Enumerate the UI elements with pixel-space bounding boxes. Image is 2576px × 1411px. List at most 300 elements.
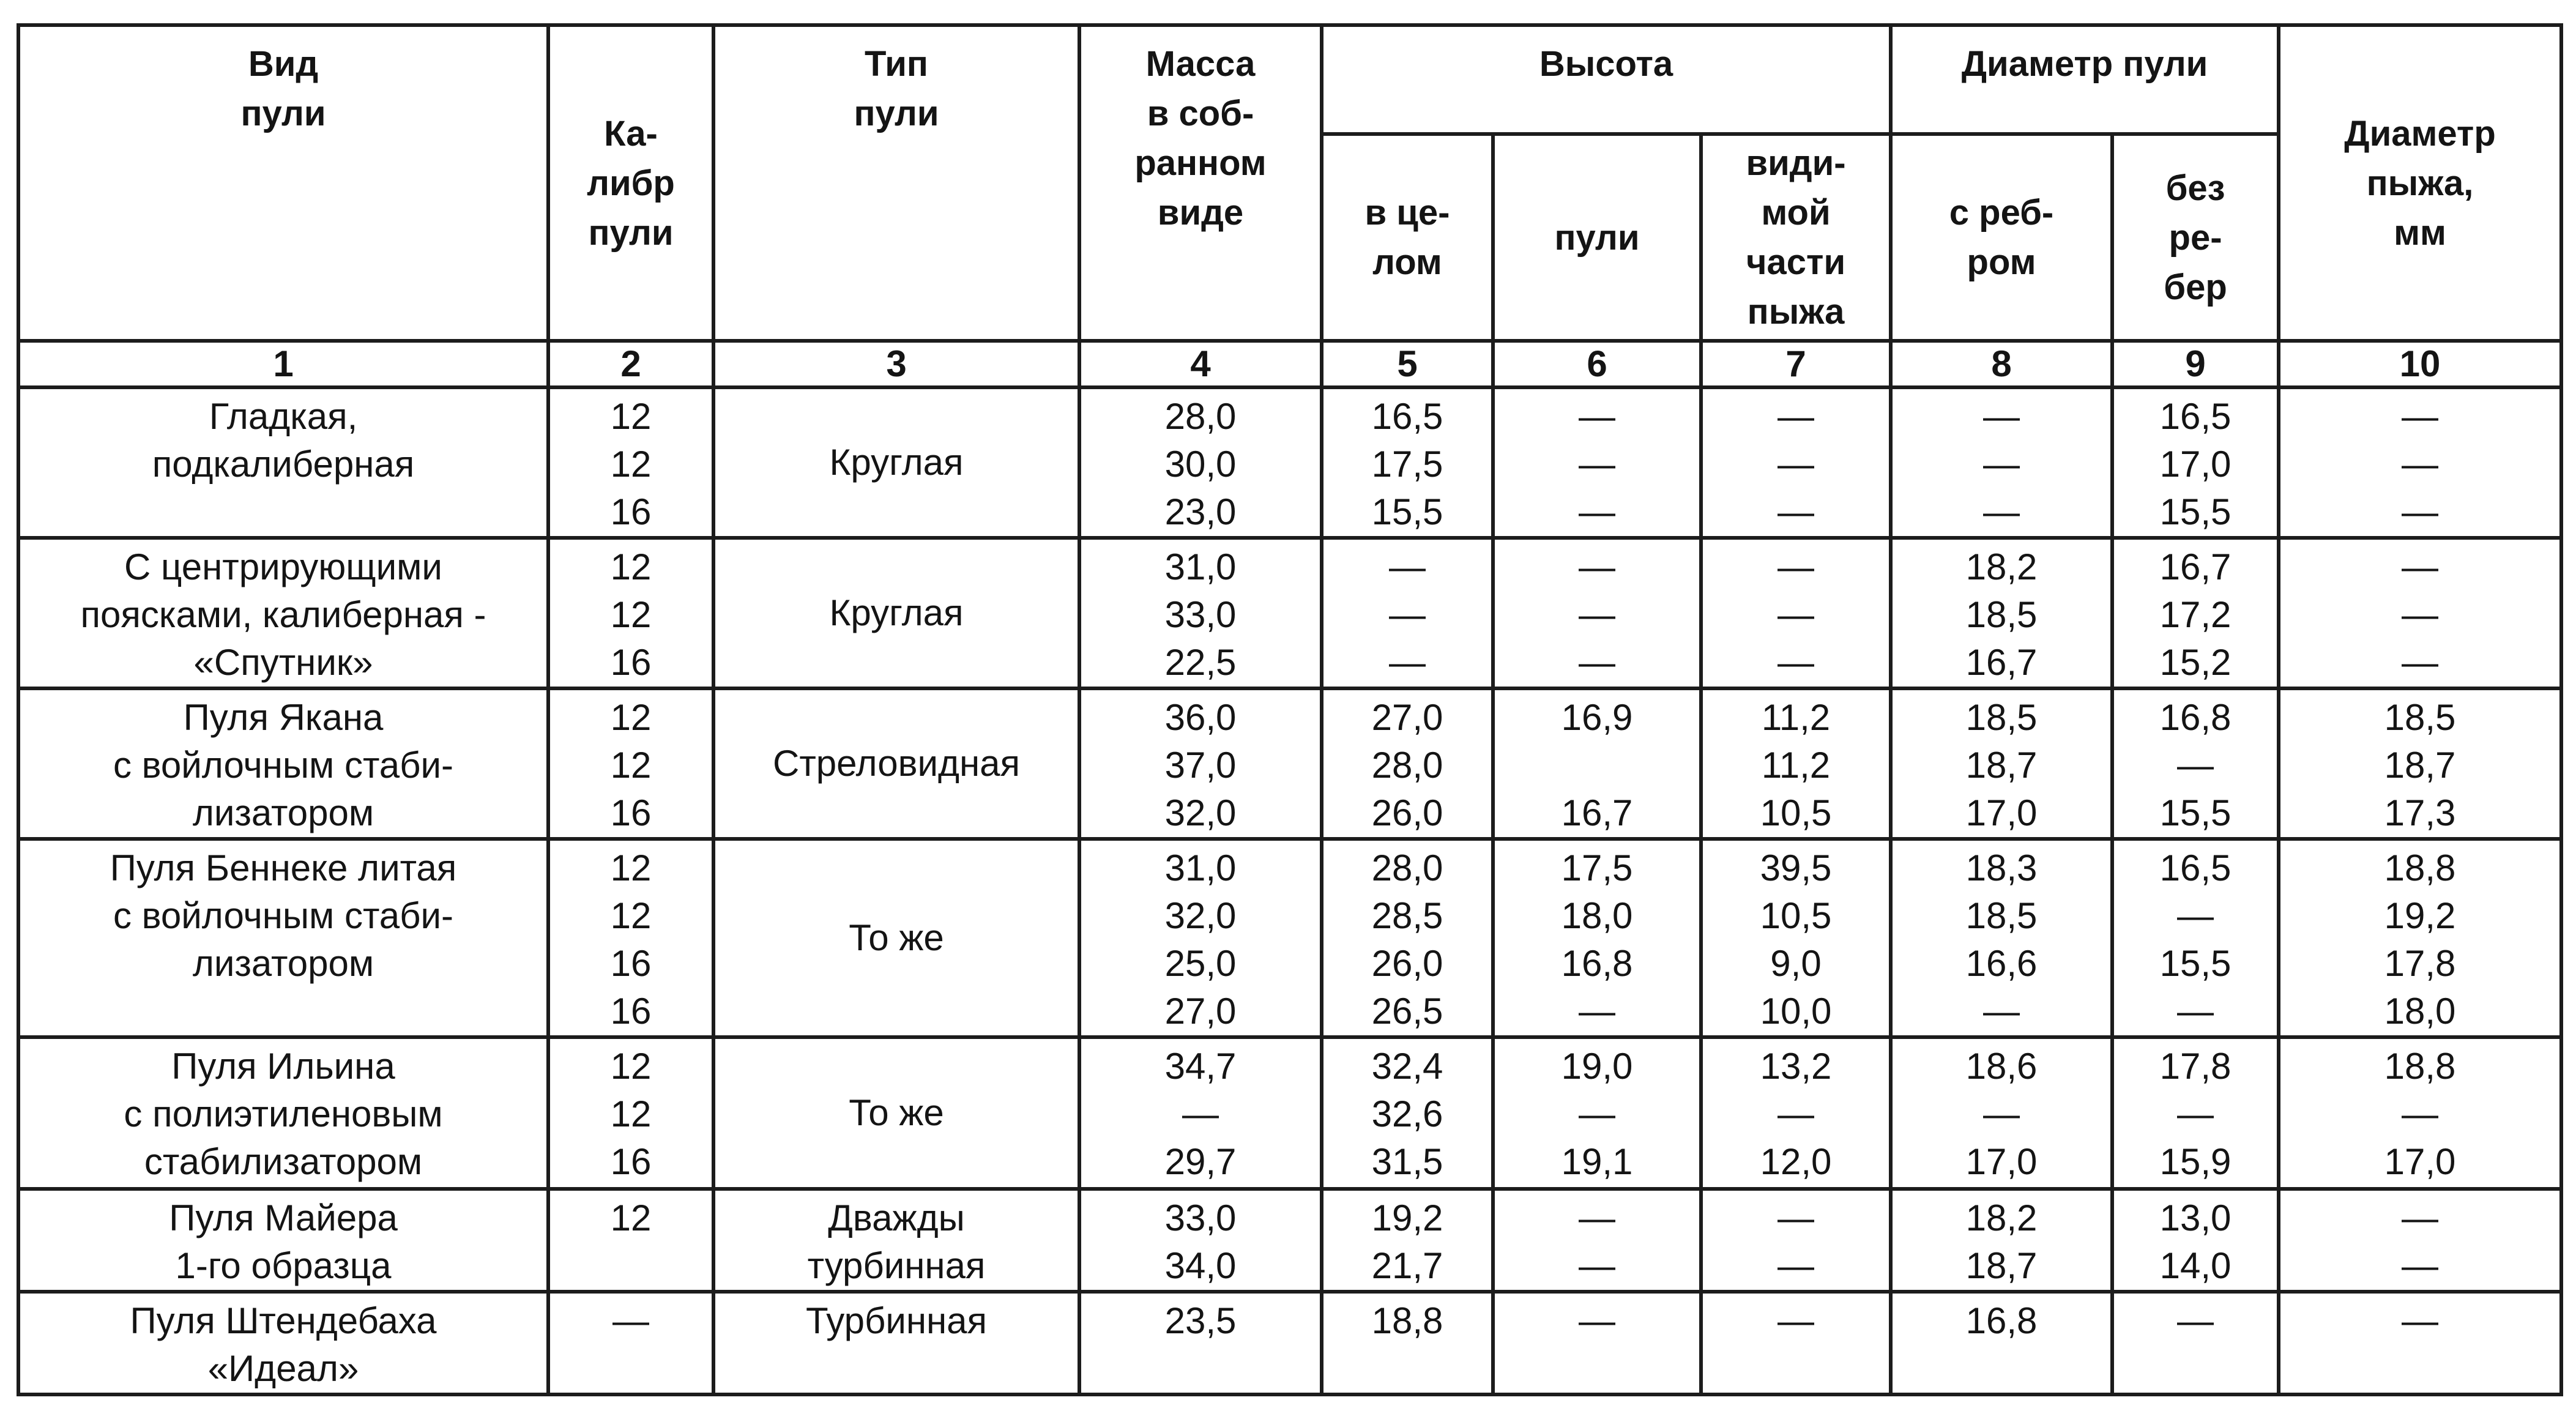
cell-mass — [1079, 688, 1322, 839]
cell-diameter-wad — [2279, 688, 2561, 839]
cell-value: — — [2402, 396, 2439, 437]
header-diametr-puli — [1891, 25, 2279, 134]
header-diametr-bez-reber — [2112, 134, 2279, 341]
cell-diameter-wad — [2279, 1292, 2561, 1394]
text-line: стабилизатором — [144, 1141, 423, 1182]
cell-value: — — [1983, 491, 2020, 532]
cell-value: 27,0 — [1371, 697, 1443, 738]
cell-value: 19,0 — [1561, 1046, 1633, 1087]
cell-caliber — [548, 839, 713, 1037]
text-line: Вид — [248, 44, 319, 84]
text-line: турбинная — [807, 1245, 986, 1286]
cell-mass — [1079, 839, 1322, 1037]
text-line: лом — [1372, 242, 1442, 282]
column-number-2: 2 — [548, 341, 713, 387]
header-row-1 — [18, 25, 2561, 134]
cell-value: 12 — [610, 1093, 652, 1134]
cell-value: 32,6 — [1371, 1093, 1443, 1134]
cell-value: 28,0 — [1371, 745, 1443, 786]
text-line: пули — [854, 94, 939, 133]
text-line: пули — [1554, 217, 1640, 258]
cell-value: 9,0 — [1770, 943, 1822, 984]
text-line: То же — [849, 1092, 944, 1133]
cell-value: 12 — [610, 1046, 652, 1087]
text-line: лизатором — [192, 792, 374, 833]
cell-height-bullet — [1493, 538, 1701, 688]
cell-height-wad — [1701, 1292, 1891, 1394]
cell-value: 16,5 — [2159, 396, 2232, 437]
cell-value: 18,8 — [1371, 1300, 1443, 1341]
cell-value: 18,2 — [1965, 546, 2038, 587]
text-line: виде — [1157, 193, 1244, 233]
cell-value: 18,5 — [1965, 697, 2038, 738]
cell-value: 16,7 — [1561, 792, 1633, 833]
column-number-3: 3 — [713, 341, 1079, 387]
text-line: без — [2165, 168, 2225, 208]
table-body — [18, 387, 2561, 1394]
cell-value: 19,2 — [1371, 1197, 1443, 1238]
cell-caliber — [548, 387, 713, 538]
cell-caliber — [548, 1037, 713, 1189]
cell-height-bullet — [1493, 1037, 1701, 1189]
cell-bullet-name — [18, 1037, 548, 1189]
header-vysota-puli — [1493, 134, 1701, 341]
cell-value: — — [1983, 1093, 2020, 1134]
text-line: «Спутник» — [193, 642, 373, 683]
cell-height-bullet — [1493, 1292, 1701, 1394]
cell-value: 19,2 — [2384, 895, 2456, 936]
cell-value: 16 — [610, 943, 652, 984]
text-line: Гладкая, — [209, 396, 358, 437]
cell-diameter-wad — [2279, 839, 2561, 1037]
header-massa — [1079, 25, 1322, 341]
text-line: Пуля Ильина — [171, 1046, 395, 1087]
cell-value: 18,7 — [1965, 745, 2038, 786]
cell-bullet-type — [713, 1189, 1079, 1292]
cell-mass — [1079, 1189, 1322, 1292]
cell-value: — — [2402, 594, 2439, 635]
table-row — [18, 688, 2561, 839]
column-number-5: 5 — [1322, 341, 1493, 387]
cell-value: 15,5 — [1371, 491, 1443, 532]
cell-mass — [1079, 1037, 1322, 1189]
cell-value: 34,0 — [1164, 1245, 1237, 1286]
column-number-10: 10 — [2279, 341, 2561, 387]
cell-value: 17,5 — [1561, 847, 1633, 888]
text-line: в соб- — [1147, 94, 1254, 133]
text-line: Стреловидная — [772, 743, 1020, 784]
cell-diameter-rib — [1891, 538, 2112, 688]
cell-diameter-norib — [2112, 1037, 2279, 1189]
cell-height-bullet — [1493, 1189, 1701, 1292]
cell-value: 17,8 — [2384, 943, 2456, 984]
cell-diameter-wad — [2279, 1037, 2561, 1189]
text-line: либр — [587, 163, 675, 203]
cell-diameter-norib — [2112, 538, 2279, 688]
cell-value: 17,0 — [1965, 792, 2038, 833]
text-line: с полиэтиленовым — [124, 1093, 443, 1134]
text-line: бер — [2164, 267, 2227, 307]
cell-value: 26,0 — [1371, 943, 1443, 984]
column-number-6: 6 — [1493, 341, 1701, 387]
header-diametr-s-rebrom — [1891, 134, 2112, 341]
cell-value: 17,0 — [2159, 444, 2232, 485]
ballistics-table-container — [17, 23, 2559, 1389]
cell-value: — — [2177, 745, 2214, 786]
cell-value: 17,0 — [1965, 1141, 2038, 1182]
text-line: лизатором — [192, 943, 374, 984]
cell-height-wad — [1701, 538, 1891, 688]
cell-caliber — [548, 688, 713, 839]
cell-value: 18,5 — [1965, 895, 2038, 936]
cell-value: 18,7 — [2384, 745, 2456, 786]
text-line: Ка- — [604, 113, 658, 154]
cell-value: 18,5 — [2384, 697, 2456, 738]
text-line: види- — [1746, 143, 1846, 183]
text-line: Масса — [1145, 44, 1256, 84]
cell-value: 16,5 — [2159, 847, 2232, 888]
text-line: Круглая — [829, 442, 964, 483]
cell-value: 13,0 — [2159, 1197, 2232, 1238]
cell-value: — — [1579, 1197, 1615, 1238]
cell-value: — — [2177, 895, 2214, 936]
cell-value: — — [1579, 1300, 1615, 1341]
cell-value: 18,6 — [1965, 1046, 2038, 1087]
cell-value: — — [1778, 1300, 1814, 1341]
cell-value: 33,0 — [1164, 594, 1237, 635]
cell-bullet-name — [18, 839, 548, 1037]
cell-value: 28,0 — [1371, 847, 1443, 888]
cell-diameter-norib — [2112, 1292, 2279, 1394]
cell-value: 18,7 — [1965, 1245, 2038, 1286]
cell-value: 12 — [610, 396, 652, 437]
cell-bullet-type — [713, 387, 1079, 538]
cell-value: 16 — [610, 991, 652, 1032]
header-tip-puli — [713, 25, 1079, 341]
cell-value: 32,0 — [1164, 895, 1237, 936]
cell-value: 18,8 — [2384, 1046, 2456, 1087]
cell-bullet-name — [18, 387, 548, 538]
bullet-characteristics-table — [17, 23, 2563, 1396]
cell-value: 16 — [610, 1141, 652, 1182]
cell-value: — — [1778, 594, 1814, 635]
text-line: ре- — [2168, 217, 2222, 258]
cell-value: — — [2402, 546, 2439, 587]
text-line: части — [1746, 242, 1846, 282]
cell-caliber — [548, 538, 713, 688]
cell-value: 29,7 — [1164, 1141, 1237, 1182]
cell-diameter-rib — [1891, 1037, 2112, 1189]
cell-value: — — [2402, 1300, 2439, 1341]
cell-value: 31,0 — [1164, 546, 1237, 587]
table-row — [18, 839, 2561, 1037]
cell-value: 25,0 — [1164, 943, 1237, 984]
cell-value: 16,6 — [1965, 943, 2038, 984]
text-line: ранном — [1134, 143, 1267, 183]
text-line: с войлочным стаби- — [113, 745, 453, 786]
cell-value: — — [1778, 546, 1814, 587]
cell-mass — [1079, 538, 1322, 688]
cell-diameter-norib — [2112, 839, 2279, 1037]
header-diametr-pyzha — [2279, 25, 2561, 341]
cell-value: 15,5 — [2159, 943, 2232, 984]
cell-value: 18,8 — [2384, 847, 2456, 888]
cell-value: — — [1579, 991, 1615, 1032]
cell-height-total — [1322, 839, 1493, 1037]
text-line: Пуля Майера — [169, 1197, 398, 1238]
cell-diameter-rib — [1891, 387, 2112, 538]
text-line: пыжа, — [2366, 163, 2474, 203]
cell-height-total — [1322, 1189, 1493, 1292]
cell-diameter-rib — [1891, 1292, 2112, 1394]
cell-value: 17,8 — [2159, 1046, 2232, 1087]
cell-height-total — [1322, 1037, 1493, 1189]
cell-value: 23,5 — [1164, 1300, 1237, 1341]
cell-value: — — [612, 1300, 649, 1341]
text-line: пули — [240, 94, 326, 133]
column-number-row — [18, 341, 2561, 387]
column-number-4: 4 — [1079, 341, 1322, 387]
table-row — [18, 1292, 2561, 1394]
cell-bullet-name — [18, 688, 548, 839]
cell-value: 10,5 — [1760, 792, 1832, 833]
cell-value: 28,0 — [1164, 396, 1237, 437]
cell-value: 12 — [610, 1197, 652, 1238]
cell-value: 27,0 — [1164, 991, 1237, 1032]
cell-value: — — [1579, 642, 1615, 683]
cell-value: — — [2177, 1300, 2214, 1341]
cell-value: — — [1579, 444, 1615, 485]
cell-bullet-name — [18, 1292, 548, 1394]
cell-value: 17,2 — [2159, 594, 2232, 635]
cell-value: 22,5 — [1164, 642, 1237, 683]
table-row — [18, 1189, 2561, 1292]
cell-value: 26,5 — [1371, 991, 1443, 1032]
cell-value: — — [1579, 1093, 1615, 1134]
cell-value: 12 — [610, 745, 652, 786]
cell-value: 23,0 — [1164, 491, 1237, 532]
text-line: Пуля Якана — [183, 697, 384, 738]
cell-value: 32,4 — [1371, 1046, 1443, 1087]
cell-mass — [1079, 1292, 1322, 1394]
text-line: 1-го образца — [175, 1245, 392, 1286]
cell-value: 28,5 — [1371, 895, 1443, 936]
cell-value: 16,7 — [1965, 642, 2038, 683]
cell-value: 11,2 — [1761, 697, 1831, 738]
text-line: «Идеал» — [207, 1348, 359, 1389]
cell-value: 32,0 — [1164, 792, 1237, 833]
cell-value: 17,5 — [1371, 444, 1443, 485]
cell-value: 16,5 — [1371, 396, 1443, 437]
cell-height-wad — [1701, 688, 1891, 839]
cell-value: 16,8 — [1965, 1300, 2038, 1341]
text-line: Дважды — [828, 1197, 965, 1238]
cell-value: — — [2402, 1245, 2439, 1286]
text-line: в це- — [1364, 193, 1450, 233]
cell-height-wad — [1701, 1037, 1891, 1189]
cell-value: 12 — [610, 697, 652, 738]
cell-value: 39,5 — [1760, 847, 1832, 888]
cell-value: 15,2 — [2159, 642, 2232, 683]
cell-diameter-norib — [2112, 688, 2279, 839]
cell-value: — — [1778, 444, 1814, 485]
cell-value: 13,2 — [1760, 1046, 1832, 1087]
cell-bullet-type — [713, 688, 1079, 839]
cell-value: — — [1778, 642, 1814, 683]
cell-value: — — [1389, 546, 1426, 587]
cell-value: 19,1 — [1561, 1141, 1633, 1182]
header-vid-puli — [18, 25, 548, 341]
cell-value: — — [1778, 1245, 1814, 1286]
cell-value: 11,2 — [1761, 745, 1831, 786]
header-vysota-vidimoy-chasti — [1701, 134, 1891, 341]
cell-value: 18,0 — [2384, 991, 2456, 1032]
header-vysota — [1322, 25, 1891, 134]
cell-value: 10,0 — [1760, 991, 1832, 1032]
cell-value: — — [1983, 444, 2020, 485]
cell-height-bullet — [1493, 839, 1701, 1037]
cell-value: 12 — [610, 895, 652, 936]
text-line: мой — [1761, 193, 1831, 233]
cell-height-total — [1322, 688, 1493, 839]
cell-height-total — [1322, 538, 1493, 688]
table-row — [18, 1037, 2561, 1189]
cell-value: 31,5 — [1371, 1141, 1443, 1182]
cell-value: 18,3 — [1965, 847, 2038, 888]
text-line: Пуля Штендебаха — [130, 1300, 437, 1341]
cell-value: — — [2177, 1093, 2214, 1134]
cell-value: 16,9 — [1561, 697, 1633, 738]
text-line: То же — [849, 917, 944, 958]
cell-value: — — [1778, 396, 1814, 437]
cell-value: — — [1579, 546, 1615, 587]
cell-value: 31,0 — [1164, 847, 1237, 888]
column-number-1: 1 — [18, 341, 548, 387]
cell-value: 12 — [610, 546, 652, 587]
column-number-8: 8 — [1891, 341, 2112, 387]
cell-mass — [1079, 387, 1322, 538]
cell-value — [1501, 742, 1693, 789]
cell-diameter-wad — [2279, 538, 2561, 688]
text-line: с войлочным стаби- — [113, 895, 453, 936]
cell-value: 12 — [610, 444, 652, 485]
cell-value: 36,0 — [1164, 697, 1237, 738]
cell-diameter-norib — [2112, 1189, 2279, 1292]
cell-diameter-rib — [1891, 688, 2112, 839]
cell-value: 15,9 — [2159, 1141, 2232, 1182]
cell-value: 18,2 — [1965, 1197, 2038, 1238]
cell-value: 37,0 — [1164, 745, 1237, 786]
cell-value: — — [1182, 1093, 1219, 1134]
cell-height-wad — [1701, 839, 1891, 1037]
cell-value: 12 — [610, 847, 652, 888]
cell-value: — — [1983, 991, 2020, 1032]
cell-height-wad — [1701, 1189, 1891, 1292]
cell-value: 16,8 — [1561, 943, 1633, 984]
cell-value: 16 — [610, 491, 652, 532]
text-line: поясками, калиберная - — [80, 594, 486, 635]
cell-bullet-type — [713, 1292, 1079, 1394]
cell-value: 16 — [610, 792, 652, 833]
text-line: подкалиберная — [152, 444, 415, 485]
text-line: с реб- — [1949, 193, 2054, 233]
table-row — [18, 538, 2561, 688]
cell-value: — — [1778, 1093, 1814, 1134]
cell-value: — — [2402, 642, 2439, 683]
cell-value: 12,0 — [1760, 1141, 1832, 1182]
cell-bullet-type — [713, 538, 1079, 688]
cell-value: 10,5 — [1760, 895, 1832, 936]
cell-value: 30,0 — [1164, 444, 1237, 485]
cell-value: — — [1389, 594, 1426, 635]
cell-diameter-wad — [2279, 387, 2561, 538]
text-line: Диаметр пули — [1961, 44, 2208, 84]
table-row — [18, 387, 2561, 538]
cell-height-total — [1322, 1292, 1493, 1394]
cell-height-total — [1322, 387, 1493, 538]
text-line: пыжа — [1747, 292, 1845, 332]
column-number-7: 7 — [1701, 341, 1891, 387]
cell-value: — — [1983, 396, 2020, 437]
text-line: Круглая — [829, 592, 964, 633]
cell-value: 16 — [610, 642, 652, 683]
cell-value: 16,8 — [2159, 697, 2232, 738]
cell-value: — — [1778, 491, 1814, 532]
cell-value: 33,0 — [1164, 1197, 1237, 1238]
text-line: мм — [2394, 212, 2446, 253]
cell-value: — — [1389, 642, 1426, 683]
cell-diameter-norib — [2112, 387, 2279, 538]
cell-value: — — [2402, 444, 2439, 485]
table-header — [18, 25, 2561, 387]
cell-height-wad — [1701, 387, 1891, 538]
cell-value: 14,0 — [2159, 1245, 2232, 1286]
text-line: Высота — [1539, 44, 1673, 84]
cell-value: 18,5 — [1965, 594, 2038, 635]
text-line: Турбинная — [806, 1300, 987, 1341]
cell-value: 18,0 — [1561, 895, 1633, 936]
cell-value: 16,7 — [2159, 546, 2232, 587]
cell-diameter-rib — [1891, 839, 2112, 1037]
cell-height-bullet — [1493, 387, 1701, 538]
cell-diameter-rib — [1891, 1189, 2112, 1292]
text-line: пули — [588, 212, 674, 253]
cell-value: 15,5 — [2159, 792, 2232, 833]
cell-diameter-wad — [2279, 1189, 2561, 1292]
cell-value: — — [2177, 991, 2214, 1032]
cell-bullet-type — [713, 839, 1079, 1037]
cell-value: 12 — [610, 594, 652, 635]
text-line: Тип — [865, 44, 928, 84]
cell-value: 15,5 — [2159, 491, 2232, 532]
header-vysota-v-celom — [1322, 134, 1493, 341]
cell-value: 21,7 — [1371, 1245, 1443, 1286]
cell-caliber — [548, 1189, 713, 1292]
column-number-9: 9 — [2112, 341, 2279, 387]
cell-value: 17,0 — [2384, 1141, 2456, 1182]
cell-value: — — [2402, 491, 2439, 532]
cell-value: — — [1579, 491, 1615, 532]
cell-value: — — [2402, 1093, 2439, 1134]
text-line: С центрирующими — [124, 546, 442, 587]
cell-value: — — [1579, 1245, 1615, 1286]
cell-value: — — [1778, 1197, 1814, 1238]
header-kalibr-puli — [548, 25, 713, 341]
cell-bullet-name — [18, 538, 548, 688]
cell-height-bullet — [1493, 688, 1701, 839]
cell-value: — — [1579, 396, 1615, 437]
cell-value: 26,0 — [1371, 792, 1443, 833]
